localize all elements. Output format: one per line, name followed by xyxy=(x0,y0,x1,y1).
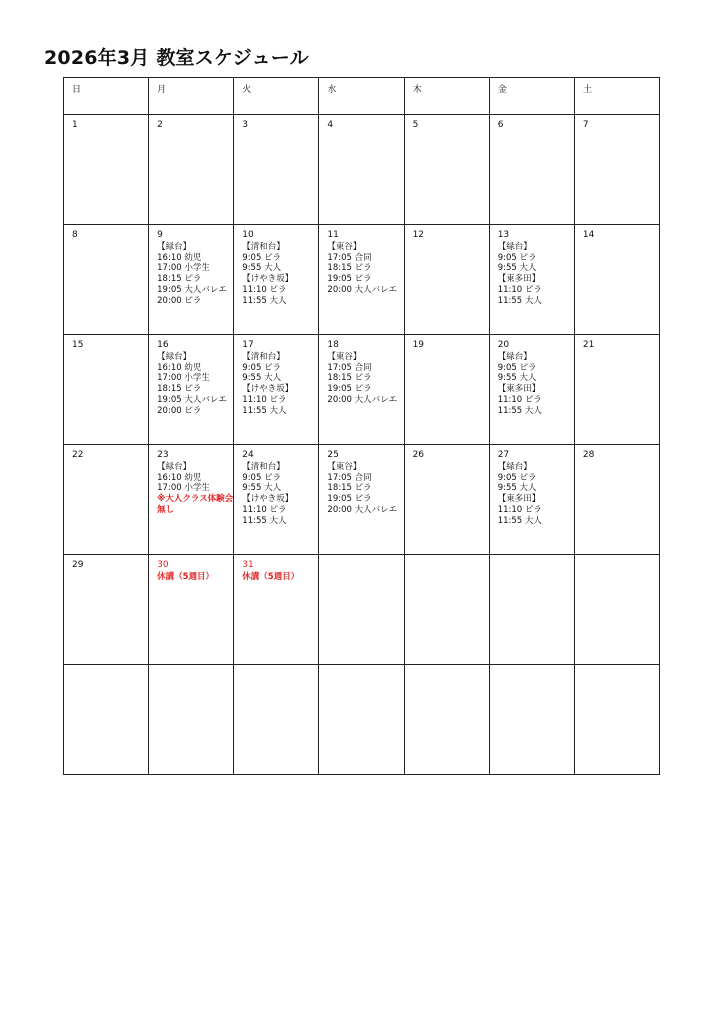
day-number: 7 xyxy=(582,120,589,130)
day-number: 26 xyxy=(412,450,425,460)
schedule-line: 11:10 ピラ xyxy=(497,394,542,405)
calendar-week-row xyxy=(64,665,660,775)
schedule-line: 20:00 大人バレエ xyxy=(327,284,398,295)
day-number: 2 xyxy=(157,120,163,130)
schedule-line: 【緑台】 xyxy=(157,241,192,252)
day-number: 27 xyxy=(497,450,510,460)
schedule-line: 17:05 合同 xyxy=(327,252,372,263)
schedule-line: 【東多田】 xyxy=(497,494,541,505)
day-cell-content xyxy=(405,115,489,131)
day-number: 3 xyxy=(242,120,249,130)
schedule-line: 9:05 ピラ xyxy=(497,252,537,263)
weekday-header-row xyxy=(64,78,660,115)
schedule-line: 18:15 ピラ xyxy=(157,274,202,285)
day-number: 30 xyxy=(157,560,169,570)
day-cell xyxy=(319,445,404,555)
day-cell-content xyxy=(149,665,233,670)
day-cell-content xyxy=(490,115,574,131)
schedule-line: 休講（5週目） xyxy=(157,571,215,582)
day-cell-content xyxy=(490,665,574,670)
schedule-line: 20:00 ピラ xyxy=(157,295,202,306)
schedule-line: 18:15 ピラ xyxy=(157,384,202,395)
weekday-header xyxy=(574,78,659,115)
weekday-header xyxy=(234,78,319,115)
day-cell xyxy=(319,335,404,445)
schedule-line: 11:10 ピラ xyxy=(242,284,287,295)
day-cell-content xyxy=(490,445,574,527)
day-number: 21 xyxy=(582,340,595,350)
day-cell xyxy=(234,665,319,775)
schedule-line: 9:55 大人 xyxy=(242,373,282,384)
day-cell xyxy=(404,665,489,775)
day-cell xyxy=(64,115,149,225)
day-cell xyxy=(64,665,149,775)
day-cell xyxy=(489,555,574,665)
schedule-line: 18:15 ピラ xyxy=(327,263,372,274)
day-cell-content xyxy=(319,335,403,406)
day-cell-content xyxy=(490,555,574,560)
schedule-line: 11:10 ピラ xyxy=(242,394,287,405)
calendar-week-row xyxy=(64,555,660,665)
schedule-line: 9:55 大人 xyxy=(242,483,282,494)
schedule-line: 【けやき坂】 xyxy=(242,274,294,285)
weekday-header xyxy=(64,78,149,115)
day-cell xyxy=(489,665,574,775)
schedule-line: 9:05 ピラ xyxy=(497,362,537,373)
schedule-line: 9:55 大人 xyxy=(242,263,282,274)
day-cell-content xyxy=(149,445,233,516)
schedule-line: 11:55 大人 xyxy=(497,405,542,416)
day-cell xyxy=(404,225,489,335)
schedule-line: 9:05 ピラ xyxy=(242,252,282,263)
day-number: 1 xyxy=(72,120,78,130)
day-cell xyxy=(149,445,234,555)
day-cell-content xyxy=(575,555,659,560)
day-cell-content xyxy=(405,445,489,461)
day-cell-content xyxy=(319,115,403,131)
schedule-line: 休講（5週目） xyxy=(242,571,300,582)
day-number: 28 xyxy=(582,450,595,460)
schedule-line: 19:05 ピラ xyxy=(327,384,372,395)
schedule-line: 【緑台】 xyxy=(157,351,192,362)
day-cell-content xyxy=(234,115,318,131)
weekday-header xyxy=(319,78,404,115)
day-cell xyxy=(234,225,319,335)
day-number: 31 xyxy=(242,560,254,570)
day-cell-content xyxy=(575,335,659,351)
calendar-week-row xyxy=(64,335,660,445)
day-cell-content xyxy=(405,665,489,670)
day-number: 4 xyxy=(327,120,334,130)
day-cell xyxy=(489,115,574,225)
schedule-line: 18:15 ピラ xyxy=(327,373,372,384)
schedule-line: 11:55 大人 xyxy=(242,295,287,306)
schedule-line: 【けやき坂】 xyxy=(242,384,294,395)
schedule-line: 19:05 大人バレエ xyxy=(157,394,227,405)
schedule-line: 9:05 ピラ xyxy=(242,362,282,373)
day-cell xyxy=(574,115,659,225)
day-cell xyxy=(149,225,234,335)
day-number: 16 xyxy=(157,340,169,350)
day-cell xyxy=(234,115,319,225)
schedule-line: 17:05 合同 xyxy=(327,472,372,483)
day-cell-content xyxy=(64,115,148,131)
schedule-line: 9:55 大人 xyxy=(497,373,537,384)
day-cell xyxy=(149,555,234,665)
day-cell xyxy=(64,225,149,335)
day-cell xyxy=(574,665,659,775)
day-cell-content xyxy=(319,225,403,296)
day-number: 17 xyxy=(242,340,254,350)
schedule-note: ※大人クラス体験会無し xyxy=(157,494,234,515)
day-cell-content xyxy=(405,225,489,241)
day-cell-content xyxy=(64,225,148,241)
day-number: 6 xyxy=(497,120,504,130)
schedule-line: 【緑台】 xyxy=(497,241,532,252)
day-cell-content xyxy=(234,665,318,670)
day-cell-content xyxy=(319,665,403,670)
day-cell xyxy=(404,115,489,225)
schedule-line: 19:05 大人バレエ xyxy=(157,284,227,295)
day-cell xyxy=(574,555,659,665)
day-cell xyxy=(574,335,659,445)
schedule-line: 20:00 ピラ xyxy=(157,405,202,416)
day-number: 25 xyxy=(327,450,339,460)
day-number: 9 xyxy=(157,230,163,240)
weekday-header xyxy=(149,78,234,115)
day-cell xyxy=(574,225,659,335)
day-cell xyxy=(64,335,149,445)
day-number: 5 xyxy=(412,120,419,130)
day-number: 23 xyxy=(157,450,169,460)
weekday-label: 火 xyxy=(242,85,252,95)
day-number: 14 xyxy=(582,230,595,240)
day-cell xyxy=(404,335,489,445)
day-cell-content xyxy=(490,225,574,307)
day-cell-content xyxy=(149,225,233,307)
day-cell xyxy=(404,445,489,555)
schedule-line: 【清和台】 xyxy=(242,351,285,362)
schedule-line: 9:05 ピラ xyxy=(497,472,537,483)
day-cell-content xyxy=(490,335,574,417)
day-cell-content xyxy=(64,665,148,670)
schedule-line: 18:15 ピラ xyxy=(327,483,372,494)
weekday-label: 土 xyxy=(582,85,592,95)
schedule-line: 19:05 ピラ xyxy=(327,494,372,505)
calendar-week-row xyxy=(64,445,660,555)
day-number: 22 xyxy=(72,450,84,460)
schedule-line: 【東谷】 xyxy=(327,241,362,252)
day-number: 19 xyxy=(412,340,425,350)
weekday-header xyxy=(404,78,489,115)
day-cell xyxy=(319,225,404,335)
weekday-label: 金 xyxy=(497,85,507,95)
weekday-header xyxy=(489,78,574,115)
day-cell-content xyxy=(64,445,148,461)
day-cell xyxy=(319,665,404,775)
day-cell xyxy=(64,555,149,665)
schedule-line: 【清和台】 xyxy=(242,461,285,472)
day-number: 20 xyxy=(497,340,510,350)
day-cell xyxy=(149,115,234,225)
schedule-line: 17:00 小学生 xyxy=(157,483,210,494)
schedule-line: 16:10 幼児 xyxy=(157,472,202,483)
day-cell-content xyxy=(575,665,659,670)
weekday-label: 月 xyxy=(157,85,167,95)
weekday-label: 水 xyxy=(327,85,337,95)
day-cell-content xyxy=(575,225,659,241)
day-cell-content xyxy=(234,225,318,307)
schedule-line: 【清和台】 xyxy=(242,241,285,252)
schedule-line: 【けやき坂】 xyxy=(242,494,294,505)
day-cell xyxy=(489,335,574,445)
schedule-line: 【緑台】 xyxy=(157,461,192,472)
day-cell-content xyxy=(405,555,489,560)
day-cell xyxy=(149,335,234,445)
day-number: 29 xyxy=(72,560,84,570)
weekday-label: 木 xyxy=(412,85,422,95)
day-cell xyxy=(404,555,489,665)
schedule-line: 【緑台】 xyxy=(497,461,532,472)
schedule-line: 20:00 大人バレエ xyxy=(327,504,398,515)
calendar-week-row xyxy=(64,115,660,225)
schedule-line: 11:10 ピラ xyxy=(242,504,287,515)
day-number: 15 xyxy=(72,340,84,350)
day-cell-content xyxy=(319,555,403,560)
schedule-line: 【緑台】 xyxy=(497,351,532,362)
schedule-line: 【東多田】 xyxy=(497,274,541,285)
day-cell-content xyxy=(149,335,233,417)
schedule-line: 【東谷】 xyxy=(327,461,362,472)
schedule-line: 9:55 大人 xyxy=(497,263,537,274)
day-cell-content xyxy=(234,555,318,583)
day-cell xyxy=(319,555,404,665)
schedule-line: 19:05 ピラ xyxy=(327,274,372,285)
day-cell xyxy=(489,225,574,335)
day-cell-content xyxy=(575,115,659,131)
day-cell xyxy=(234,555,319,665)
day-number: 24 xyxy=(242,450,254,460)
day-cell-content xyxy=(319,445,403,516)
page-title: 2026年3月 教室スケジュール xyxy=(44,47,309,69)
calendar-table xyxy=(63,77,660,775)
day-cell-content xyxy=(149,115,233,131)
calendar-body xyxy=(64,115,660,775)
calendar-week-row xyxy=(64,225,660,335)
schedule-line: 11:55 大人 xyxy=(497,295,542,306)
day-cell-content xyxy=(234,335,318,417)
day-cell xyxy=(234,335,319,445)
day-cell-content xyxy=(149,555,233,583)
day-cell xyxy=(149,665,234,775)
day-cell xyxy=(234,445,319,555)
schedule-line: 【東多田】 xyxy=(497,384,541,395)
day-cell xyxy=(319,115,404,225)
day-cell-content xyxy=(234,445,318,527)
day-cell xyxy=(489,445,574,555)
day-number: 11 xyxy=(327,230,339,240)
day-number: 18 xyxy=(327,340,339,350)
schedule-line: 20:00 大人バレエ xyxy=(327,394,398,405)
day-cell-content xyxy=(64,335,148,351)
schedule-line: 16:10 幼児 xyxy=(157,362,202,373)
schedule-line: 11:10 ピラ xyxy=(497,284,542,295)
day-cell-content xyxy=(575,445,659,461)
schedule-line: 11:55 大人 xyxy=(242,405,287,416)
day-number: 12 xyxy=(412,230,425,240)
schedule-line: 17:05 合同 xyxy=(327,362,372,373)
schedule-line: 11:55 大人 xyxy=(497,515,542,526)
schedule-line: 11:10 ピラ xyxy=(497,504,542,515)
schedule-line: 17:00 小学生 xyxy=(157,373,210,384)
day-cell xyxy=(574,445,659,555)
day-number: 13 xyxy=(497,230,510,240)
day-cell xyxy=(64,445,149,555)
day-cell-content xyxy=(64,555,148,571)
schedule-line: 9:05 ピラ xyxy=(242,472,282,483)
day-number: 10 xyxy=(242,230,254,240)
schedule-line: 16:10 幼児 xyxy=(157,252,202,263)
schedule-line: 9:55 大人 xyxy=(497,483,537,494)
day-number: 8 xyxy=(72,230,78,240)
schedule-line: 【東谷】 xyxy=(327,351,362,362)
schedule-line: 17:00 小学生 xyxy=(157,263,210,274)
weekday-label: 日 xyxy=(72,85,82,95)
day-cell-content xyxy=(405,335,489,351)
schedule-line: 11:55 大人 xyxy=(242,515,287,526)
